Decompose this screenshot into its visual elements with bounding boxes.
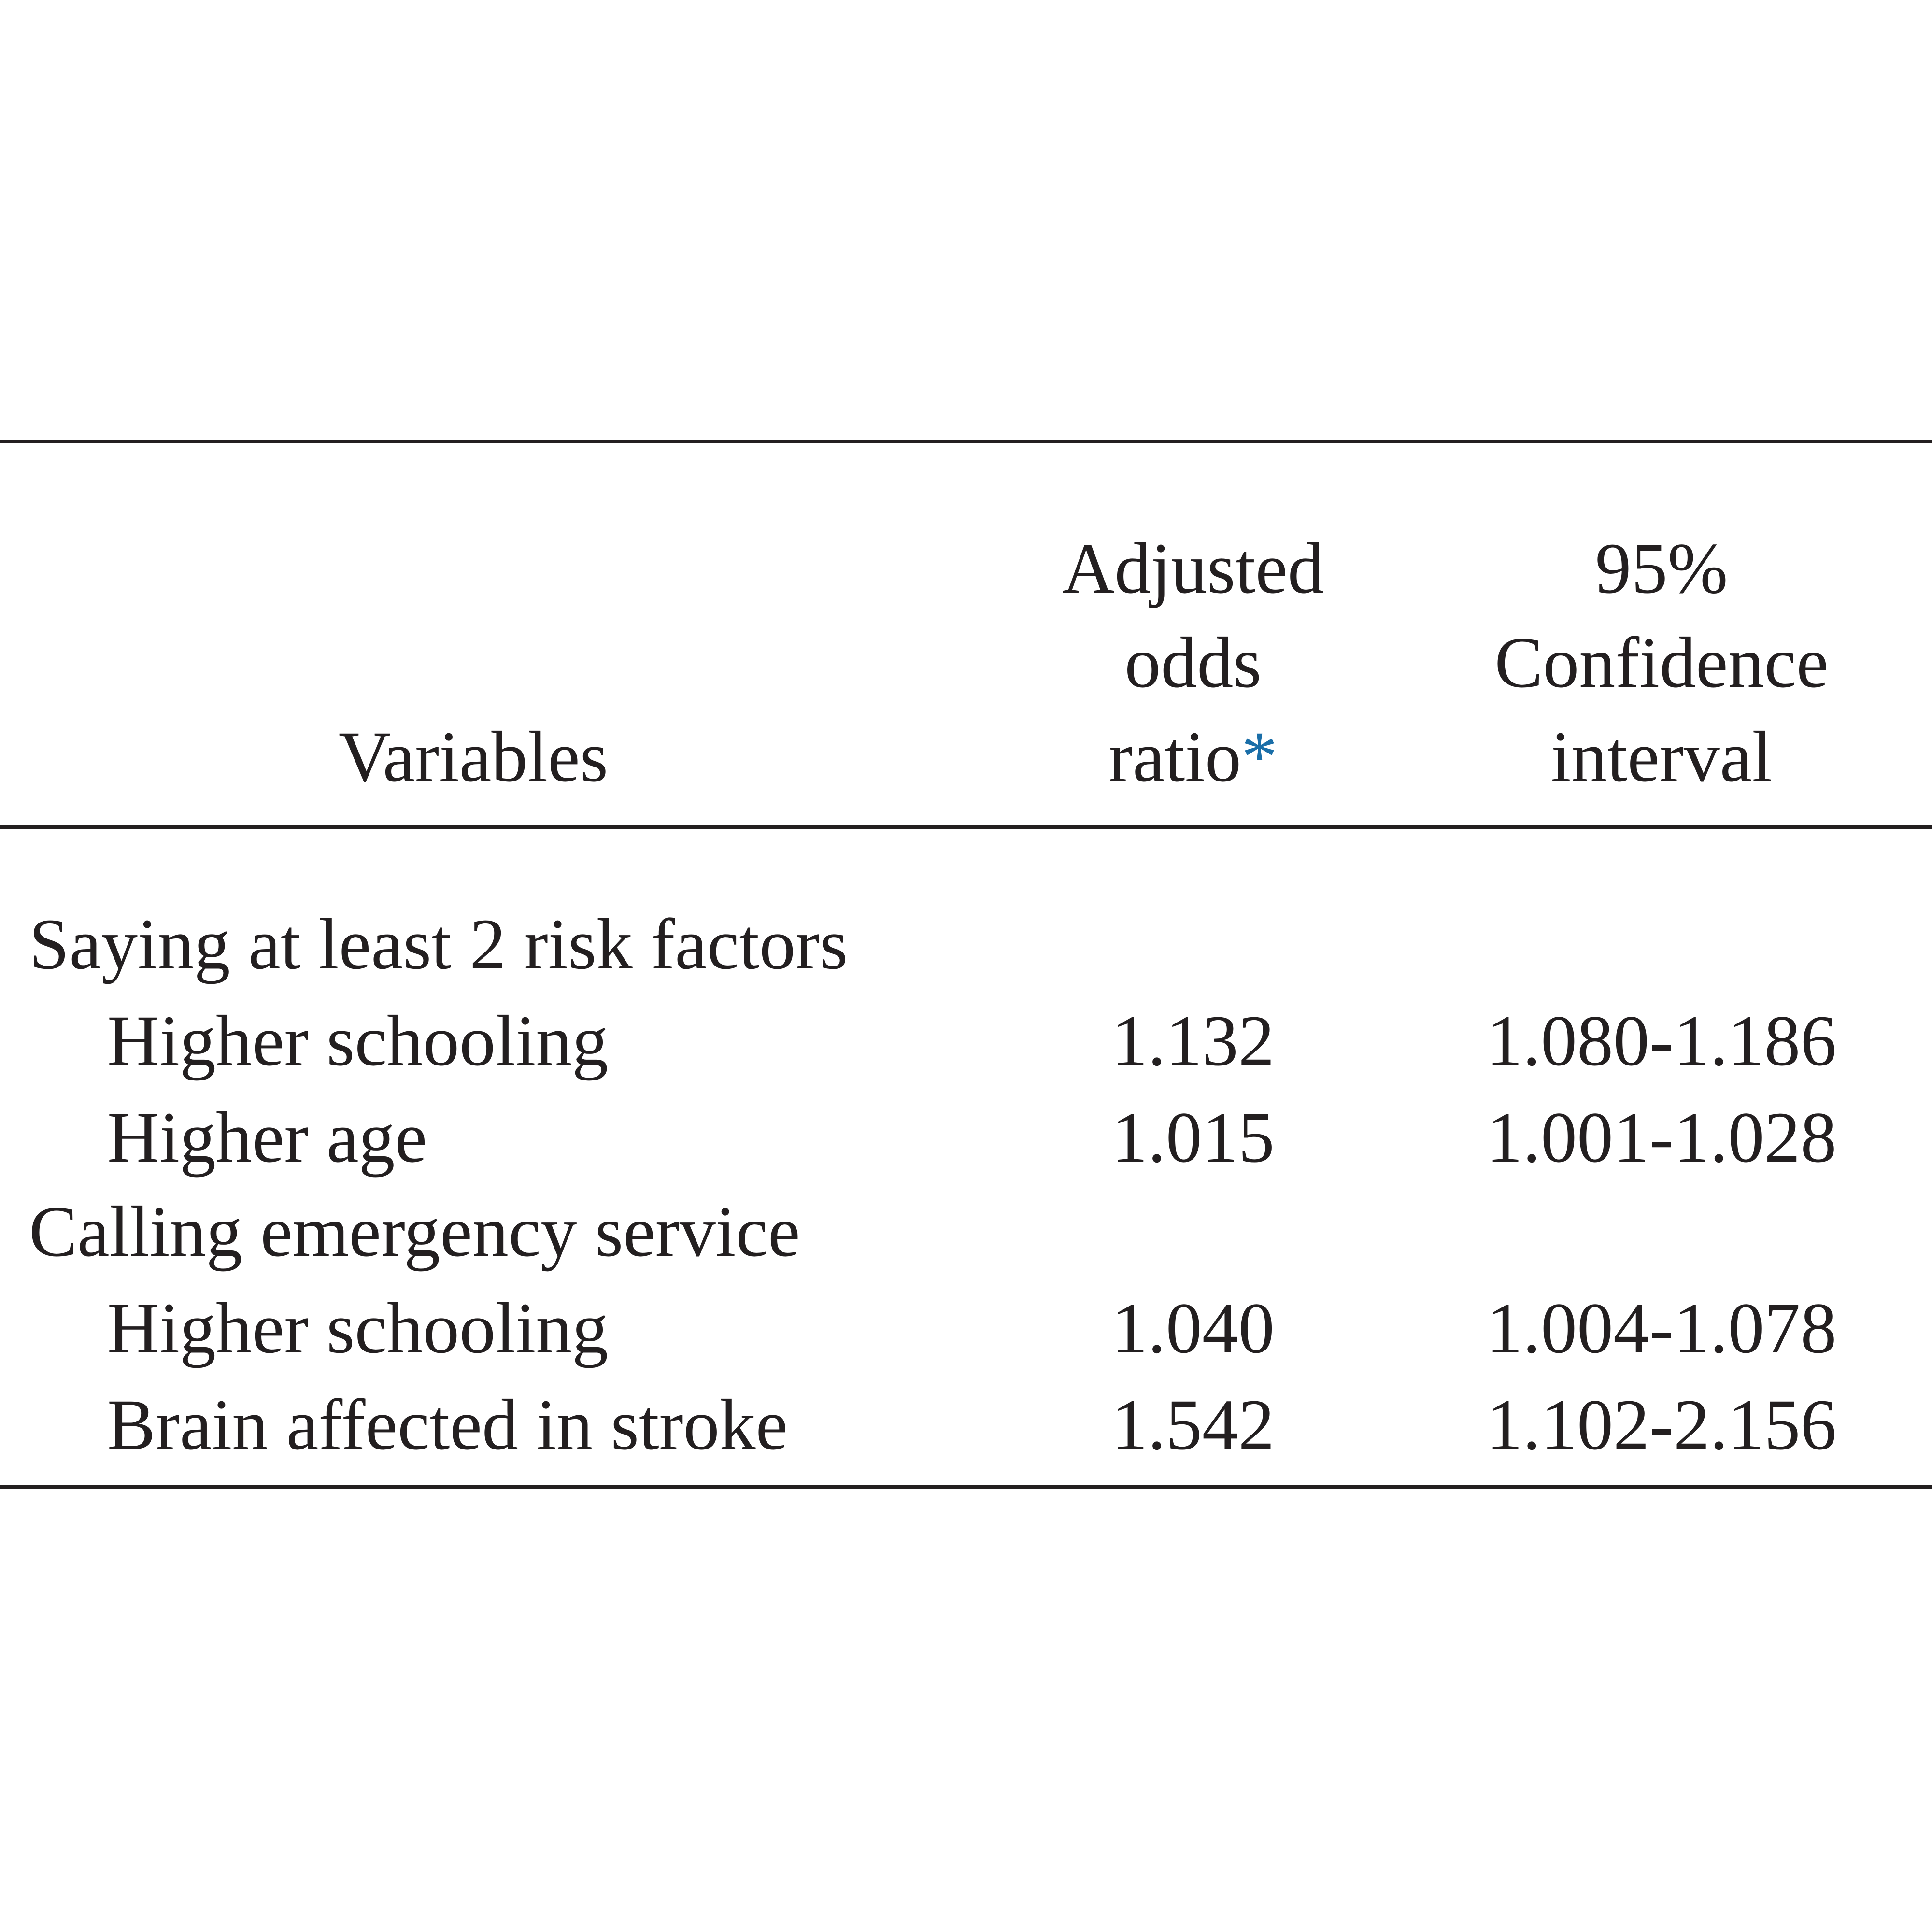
row-odds-ratio: 1.132 xyxy=(1111,1001,1275,1081)
row-label: Saying at least 2 risk factors xyxy=(29,904,848,984)
header-variables xyxy=(290,710,657,804)
header-or-line-3-text: ratio xyxy=(1108,717,1241,797)
header-ci-line-1: 95% xyxy=(1595,528,1728,609)
header-adjusted-odds-ratio xyxy=(1009,522,1377,804)
row-confidence-interval: 1.080-1.186 xyxy=(1486,1001,1837,1081)
row-odds-ratio: 1.015 xyxy=(1111,1097,1275,1178)
table-row xyxy=(0,1089,1932,1186)
table-row xyxy=(0,993,1932,1089)
row-odds-ratio: 1.542 xyxy=(1111,1385,1275,1465)
table-bottom-rule xyxy=(0,1485,1932,1489)
footnote-marker-link[interactable]: * xyxy=(1241,717,1278,797)
header-variables-label: Variables xyxy=(338,717,609,797)
row-label: Higher schooling xyxy=(107,1288,609,1368)
header-ci-line-3: interval xyxy=(1550,717,1773,797)
row-label: Calling emergency service xyxy=(29,1192,800,1272)
row-label: Higher age xyxy=(107,1097,427,1178)
table-row-group xyxy=(0,896,1932,993)
header-ci-line-2: Confidence xyxy=(1494,623,1829,703)
row-confidence-interval: 1.004-1.078 xyxy=(1486,1288,1837,1368)
header-or-line-2: odds xyxy=(1124,623,1262,703)
row-confidence-interval: 1.102-2.156 xyxy=(1486,1385,1837,1465)
header-confidence-interval xyxy=(1444,522,1879,804)
table-top-rule xyxy=(0,440,1932,443)
row-odds-ratio: 1.040 xyxy=(1111,1288,1275,1368)
header-or-line-1: Adjusted xyxy=(1062,528,1324,609)
header-or-line-3 xyxy=(1009,710,1377,804)
row-label: Brain affected in stroke xyxy=(107,1385,788,1465)
row-label: Higher schooling xyxy=(107,1001,609,1081)
table-row xyxy=(0,1377,1932,1473)
table-row-group xyxy=(0,1183,1932,1280)
table-row xyxy=(0,1280,1932,1377)
row-confidence-interval: 1.001-1.028 xyxy=(1486,1097,1837,1178)
table-header-rule xyxy=(0,825,1932,829)
